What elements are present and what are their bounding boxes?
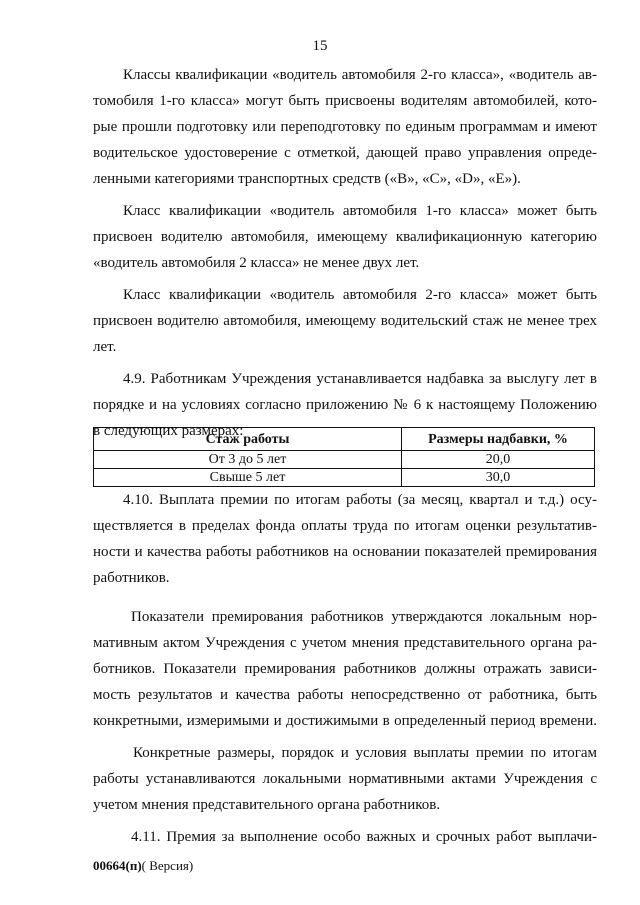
page-number: 15 [312,38,328,54]
table-cell: 20,0 [402,451,595,469]
text-line: Конкретные размеры, порядок и условия выплаты премии по итогам [133,745,597,761]
text-line: Показатели премирования работников утверждаются локальным нор- [131,609,597,625]
text-line: мативным актом Учреждения с учетом мнения представительного органа ра- [93,635,597,651]
text-line: работников. [93,570,170,586]
column-header-experience: Стаж работы [94,428,402,451]
text-line: ности и качества работы работников на основании показателей премирования [93,544,597,560]
text-line: 4.9. Работникам Учреждения устанавливается надбавка за выслугу лет в [123,371,597,387]
text-line: 4.10. Выплата премии по итогам работы (за месяц, квартал и т.д.) осу- [123,492,597,508]
paragraph-bonus-indicators [93,604,597,734]
document-code: 00664(п) [93,858,142,873]
text-line: присвоен водителю автомобиля, имеющему водительский стаж не менее трех [93,313,597,329]
table-row [94,469,595,487]
text-line: ществляется в пределах фонда оплаты труда по итогам оценки результатив- [93,518,597,534]
paragraph-4-10 [93,487,597,591]
document-footer [93,858,193,874]
text-line: рые прошли подготовку или переподготовку по единым программам и имеют [93,119,597,135]
text-line: присвоен водителю автомобиля, имеющему квалификационную категорию [93,229,597,245]
paragraph-driver-classes [93,62,597,192]
text-line: томобиля 1-го класса» могут быть присвоены водителям автомобилей, кото- [93,93,597,109]
column-header-allowance: Размеры надбавки, % [402,428,595,451]
text-line: работы устанавливаются локальными нормативными актами Учреждения с [93,771,597,787]
text-block-top [93,62,597,444]
table-header-row [94,428,595,451]
text-line: 4.11. Премия за выполнение особо важных и срочных работ выплачи- [131,829,597,845]
text-line: учетом мнения представительного органа работников. [93,797,441,813]
seniority-allowance-table [93,427,595,487]
table-cell: 30,0 [402,469,595,487]
text-line: лет. [93,339,117,355]
text-line: ленными категориями транспортных средств («B», «C», «D», «E»). [93,171,521,187]
table-cell: Свыше 5 лет [94,469,402,487]
text-line: порядке и на условиях согласно приложению № 6 к настоящему Положению [93,397,597,413]
text-line: водительское удостоверение с отметкой, дающей право управления опреде- [93,145,597,161]
text-line: Классы квалификации «водитель автомобиля 2-го класса», «водитель ав- [123,67,597,83]
paragraph-class-1 [93,198,597,276]
text-block-bottom [93,487,597,850]
table-row [94,451,595,469]
table-cell: От 3 до 5 лет [94,451,402,469]
text-line: конкретными, измеримыми и достижимыми в определенный период времени. [93,713,597,729]
text-line: в следующих размерах: [93,423,244,439]
document-version: ( Версия) [141,858,194,873]
text-line: «водитель автомобиля 2 класса» не менее двух лет. [93,255,420,271]
paragraph-4-11 [93,824,597,850]
text-line: мость результатов и качества работы непосредственно от работника, быть [93,687,597,703]
paragraph-class-2 [93,282,597,360]
text-line: Класс квалификации «водитель автомобиля 2-го класса» может быть [123,287,597,303]
paragraph-bonus-amounts [93,740,597,818]
text-line: ботников. Показатели премирования работников должны отражать зависи- [93,661,597,677]
text-line: Класс квалификации «водитель автомобиля 1-го класса» может быть [123,203,597,219]
